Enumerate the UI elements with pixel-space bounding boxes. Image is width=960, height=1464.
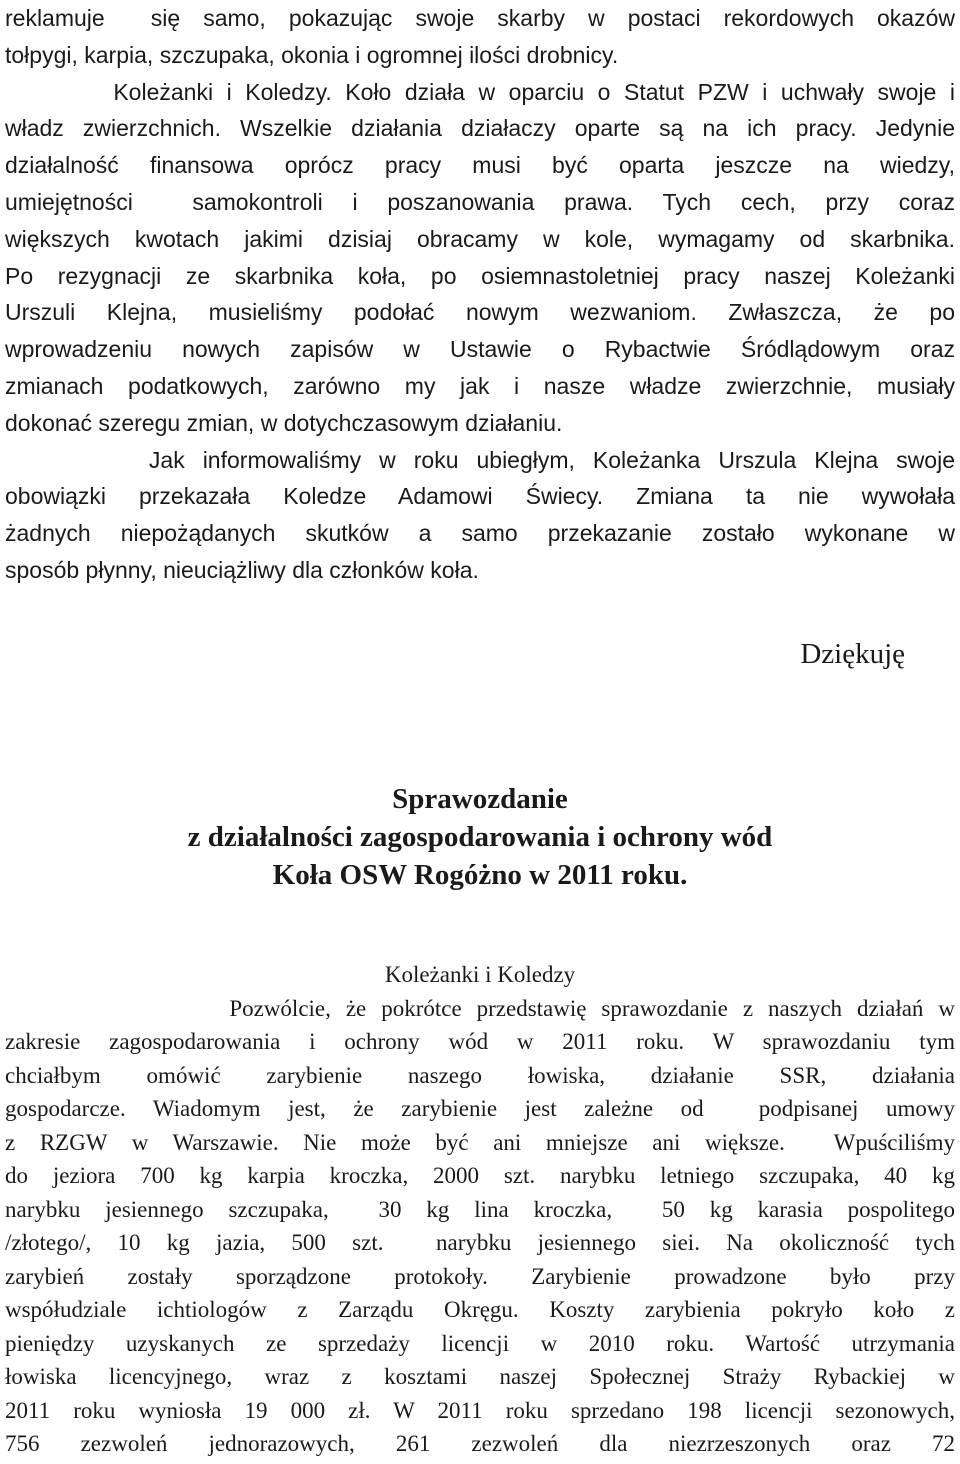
thanks-text: Dziękuję [800,638,905,670]
text-line: Pozwólcie, że pokrótce przedstawię sprawozdanie z naszych działań w [5,995,955,1021]
text-line: gospodarcze. Wiadomym jest, że zarybienie jest zależne od podpisanej umowy [5,1096,955,1121]
text-line: do jeziora 700 kg karpia kroczka, 2000 szt. narybku letniego szczupaka, 40 kg [5,1163,955,1188]
text-line: /złotego/, 10 kg jazia, 500 szt. narybku jesiennego siei. Na okoliczność tych [5,1230,955,1255]
heading-line: Sprawozdanie [392,783,568,815]
text-line: Urszuli Klejna, musieliśmy podołać nowym wezwaniom. Zwłaszcza, że po [5,299,955,326]
text-line: Koleżanki i Koledzy. Koło działa w oparciu o Statut PZW i uchwały swoje i [5,78,955,105]
salutation: Koleżanki i Koledzy [384,962,576,987]
text-line: obowiązki przekazała Koledze Adamowi Świecy. Zmiana ta nie wywołała [5,483,955,510]
text-line: łowiska licencyjnego, wraz z kosztami naszej Społecznej Straży Rybackiej w [5,1364,955,1389]
text-line: dokonać szeregu zmian, w dotychczasowym działaniu. [5,409,563,436]
text-line: umiejętności samokontroli i poszanowania prawa. Tych cech, przy coraz [5,188,955,215]
text-line: 2011 roku wyniosła 19 000 zł. W 2011 roku sprzedano 198 licencji sezonowych, [5,1397,955,1423]
text-line: wprowadzeniu nowych zapisów w Ustawie o Rybactwie Śródlądowym oraz [5,336,955,363]
text-line: 756 zezwoleń jednorazowych, 261 zezwoleń dla niezrzeszonych oraz 72 [5,1431,955,1456]
text-line: tołpygi, karpia, szczupaka, okonia i ogromnej ilości drobnicy. [5,41,619,68]
text-line: narybku jesiennego szczupaka, 30 kg lina kroczka, 50 kg karasia pospolitego [5,1196,955,1222]
text-line: sposób płynny, nieuciążliwy dla członków koła. [5,556,479,583]
text-line: pieniędzy uzyskanych ze sprzedaży licencji w 2010 roku. Wartość utrzymania [5,1330,955,1356]
text-line: żadnych niepożądanych skutków a samo przekazanie zostało wykonane w [5,520,955,547]
text-line: współudziale ichtiologów z Zarządu Okręgu. Koszty zarybienia pokryło koło z [5,1297,955,1322]
text-line: reklamuje się samo, pokazując swoje skarby w postaci rekordowych okazów [5,5,955,31]
text-line: większych kwotach jakimi dzisiaj obracamy w kole, wymagamy od skarbnika. [5,225,955,252]
text-line: działalność finansowa oprócz pracy musi być oparta jeszcze na wiedzy, [5,152,955,179]
heading-line: Koła OSW Rogóżno w 2011 roku. [272,859,688,891]
text-line: Po rezygnacji ze skarbnika koła, po osiemnastoletniej pracy naszej Koleżanki [5,262,955,289]
text-line: władz zwierzchnich. Wszelkie działania działaczy oparte są na ich pracy. Jedynie [5,115,955,142]
text-line: chciałbym omówić zarybienie naszego łowiska, działanie SSR, działania [5,1062,955,1088]
report-heading [0,780,960,894]
text-line: zakresie zagospodarowania i ochrony wód w 2011 roku. W sprawozdaniu tym [5,1029,955,1054]
heading-line: z działalności zagospodarowania i ochrony wód [187,821,773,853]
text-line: Jak informowaliśmy w roku ubiegłym, Koleżanka Urszula Klejna swoje [5,446,955,473]
text-line: zmianach podatkowych, zarówno my jak i nasze władze zwierzchnie, musiały [5,372,955,399]
report-text-top [5,0,955,589]
report-text-bottom [5,958,955,1461]
text-line: zarybień zostały sporządzone protokoły. Zarybienie prowadzone było przy [5,1263,955,1289]
text-line: z RZGW w Warszawie. Nie może być ani mniejsze ani większe. Wpuściliśmy [5,1129,955,1155]
